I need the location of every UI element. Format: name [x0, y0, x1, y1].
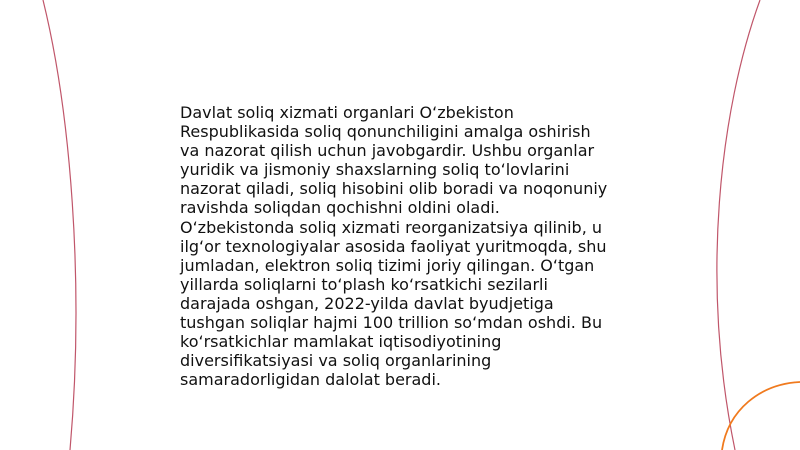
text-line: tushgan soliqlar hajmi 100 trillion so‘mdan oshdi. Bu	[180, 313, 603, 333]
text-line: yillarda soliqlarni to‘plash ko‘rsatkichi sezilarli	[180, 274, 548, 294]
text-line: diversifikatsiyasi va soliq organlarining	[180, 351, 492, 371]
text-line: va nazorat qilish uchun javobgardir. Ushbu organlar	[180, 141, 595, 161]
slide-body-text	[180, 103, 620, 389]
left-arc	[43, 0, 76, 450]
text-line: ilg‘or texnologiyalar asosida faoliyat yuritmoqda, shu	[180, 236, 607, 256]
text-line: O‘zbekistonda soliq xizmati reorganizatsiya qilinib, u	[180, 217, 603, 237]
right-arc	[717, 0, 760, 450]
text-line: ko‘rsatkichlar mamlakat iqtisodiyotining	[180, 332, 502, 352]
text-line: nazorat qiladi, soliq hisobini olib boradi va noqonuniy	[180, 179, 608, 199]
text-line: Respublikasida soliq qonunchiligini amalga oshirish	[180, 122, 591, 142]
text-line: samaradorligidan dalolat beradi.	[180, 370, 441, 390]
text-line: darajada oshgan, 2022-yilda davlat byudjetiga	[180, 293, 554, 313]
orange-circle-arc	[722, 382, 800, 450]
text-line: yuridik va jismoniy shaxslarning soliq to‘lovlarini	[180, 160, 570, 180]
text-line: Davlat soliq xizmati organlari O‘zbekiston	[180, 103, 514, 122]
text-line: ravishda soliqdan qochishni oldini oladi.	[180, 198, 500, 218]
text-line: jumladan, elektron soliq tizimi joriy qilingan. O‘tgan	[180, 255, 595, 275]
